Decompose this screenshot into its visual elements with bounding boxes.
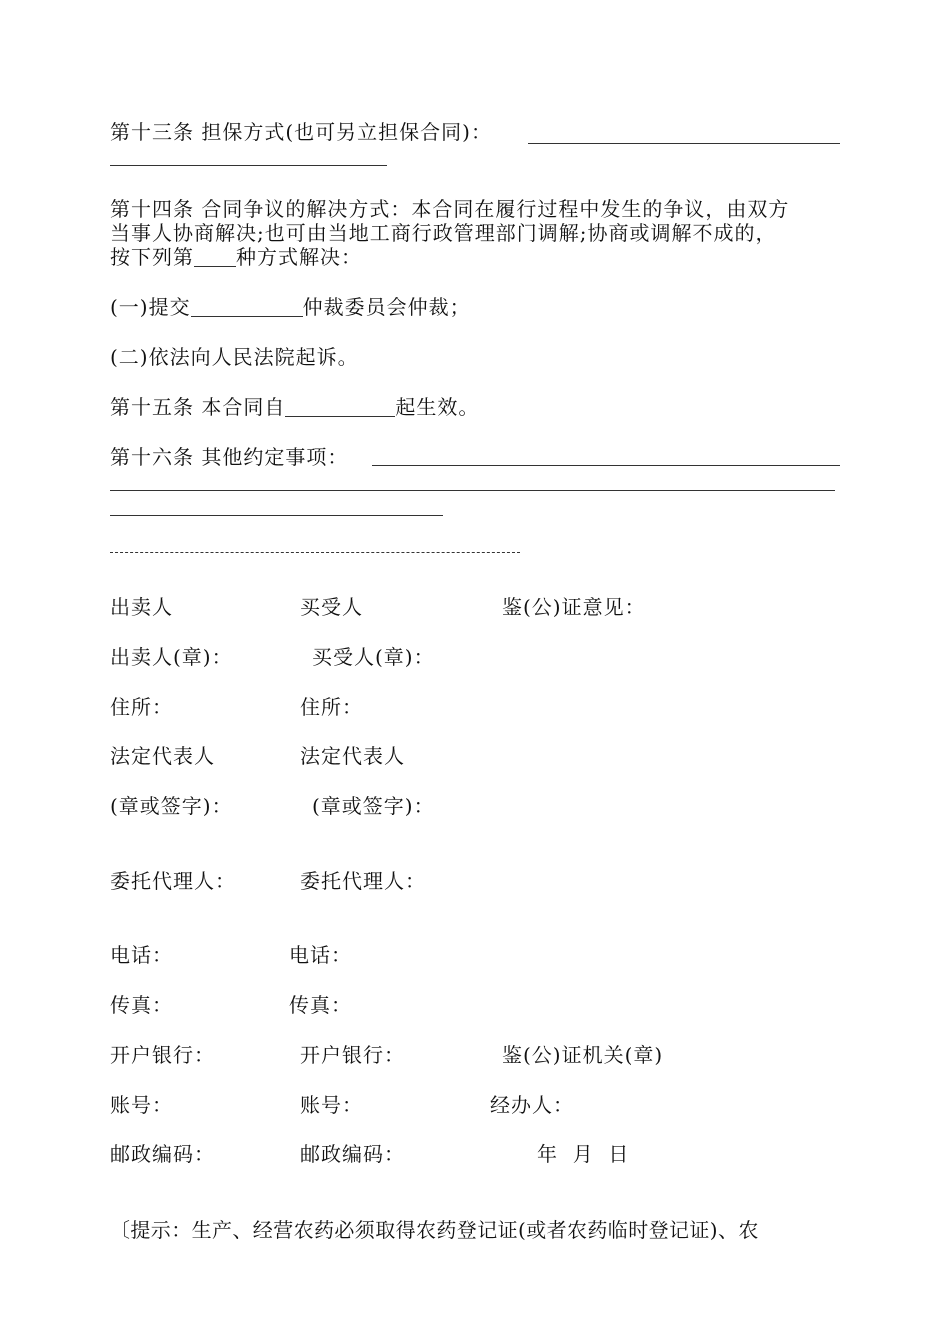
buyer-heading: 买受人 [300,595,363,619]
seller-postcode: 邮政编码： [110,1142,215,1166]
option-1-before: (一)提交 [110,295,191,319]
buyer-agent: 委托代理人： [300,869,426,893]
option-1 [110,295,471,319]
guarantee-blank-line-2[interactable] [110,165,387,166]
notary-opinion: 鉴(公)证意见： [502,595,646,619]
buyer-phone: 电话： [289,943,352,967]
notary-authority-seal: 鉴(公)证机关(章) [502,1043,664,1067]
buyer-bank: 开户银行： [300,1043,405,1067]
seller-agent: 委托代理人： [110,869,236,893]
article-16-label: 第十六条 其他约定事项： [110,445,349,469]
seller-phone: 电话： [110,943,173,967]
article-14-line-3-before: 按下列第 [110,245,194,269]
seller-seal: 出卖人(章)： [110,645,233,669]
option-2: (二)依法向人民法院起诉。 [110,345,359,369]
section-separator [110,552,520,553]
article-14-line-1: 第十四条 合同争议的解决方式：本合同在履行过程中发生的争议，由双方 [110,197,790,221]
seller-fax: 传真： [110,993,173,1017]
seller-address: 住所： [110,695,173,719]
article-14-line-3 [110,245,845,269]
notary-date: 年 月 日 [537,1142,630,1166]
buyer-postcode: 邮政编码： [300,1142,405,1166]
buyer-rep-signature: (章或签字)： [312,794,435,818]
article-14-line-3-after: 种方式解决： [236,245,362,269]
guarantee-blank-line-1[interactable] [528,143,840,144]
arbitration-committee-blank[interactable] [191,298,303,317]
option-1-after: 仲裁委员会仲裁； [302,295,471,319]
other-terms-blank-line-2[interactable] [110,490,835,491]
tip-note: 〔提示：生产、经营农药必须取得农药登记证(或者农药临时登记证)、农 [110,1218,759,1242]
dispute-method-blank[interactable] [194,248,236,267]
article-13-label: 第十三条 担保方式(也可另立担保合同)： [110,120,492,144]
article-15 [110,395,479,419]
effective-date-blank[interactable] [285,398,395,417]
article-15-before: 第十五条 本合同自 [110,395,286,419]
buyer-account: 账号： [300,1093,363,1117]
other-terms-blank-line-3[interactable] [110,515,443,516]
article-14-line-2: 当事人协商解决;也可由当地工商行政管理部门调解;协商或调解不成的， [110,221,777,245]
notary-handler: 经办人： [490,1093,574,1117]
seller-rep-signature: (章或签字)： [110,794,233,818]
seller-account: 账号： [110,1093,173,1117]
article-15-after: 起生效。 [395,395,480,419]
seller-bank: 开户银行： [110,1043,215,1067]
seller-heading: 出卖人 [110,595,173,619]
buyer-address: 住所： [300,695,363,719]
seller-legal-rep: 法定代表人 [110,744,215,768]
buyer-seal: 买受人(章)： [312,645,435,669]
other-terms-blank-line-1[interactable] [372,465,840,466]
buyer-fax: 传真： [289,993,352,1017]
buyer-legal-rep: 法定代表人 [300,744,405,768]
